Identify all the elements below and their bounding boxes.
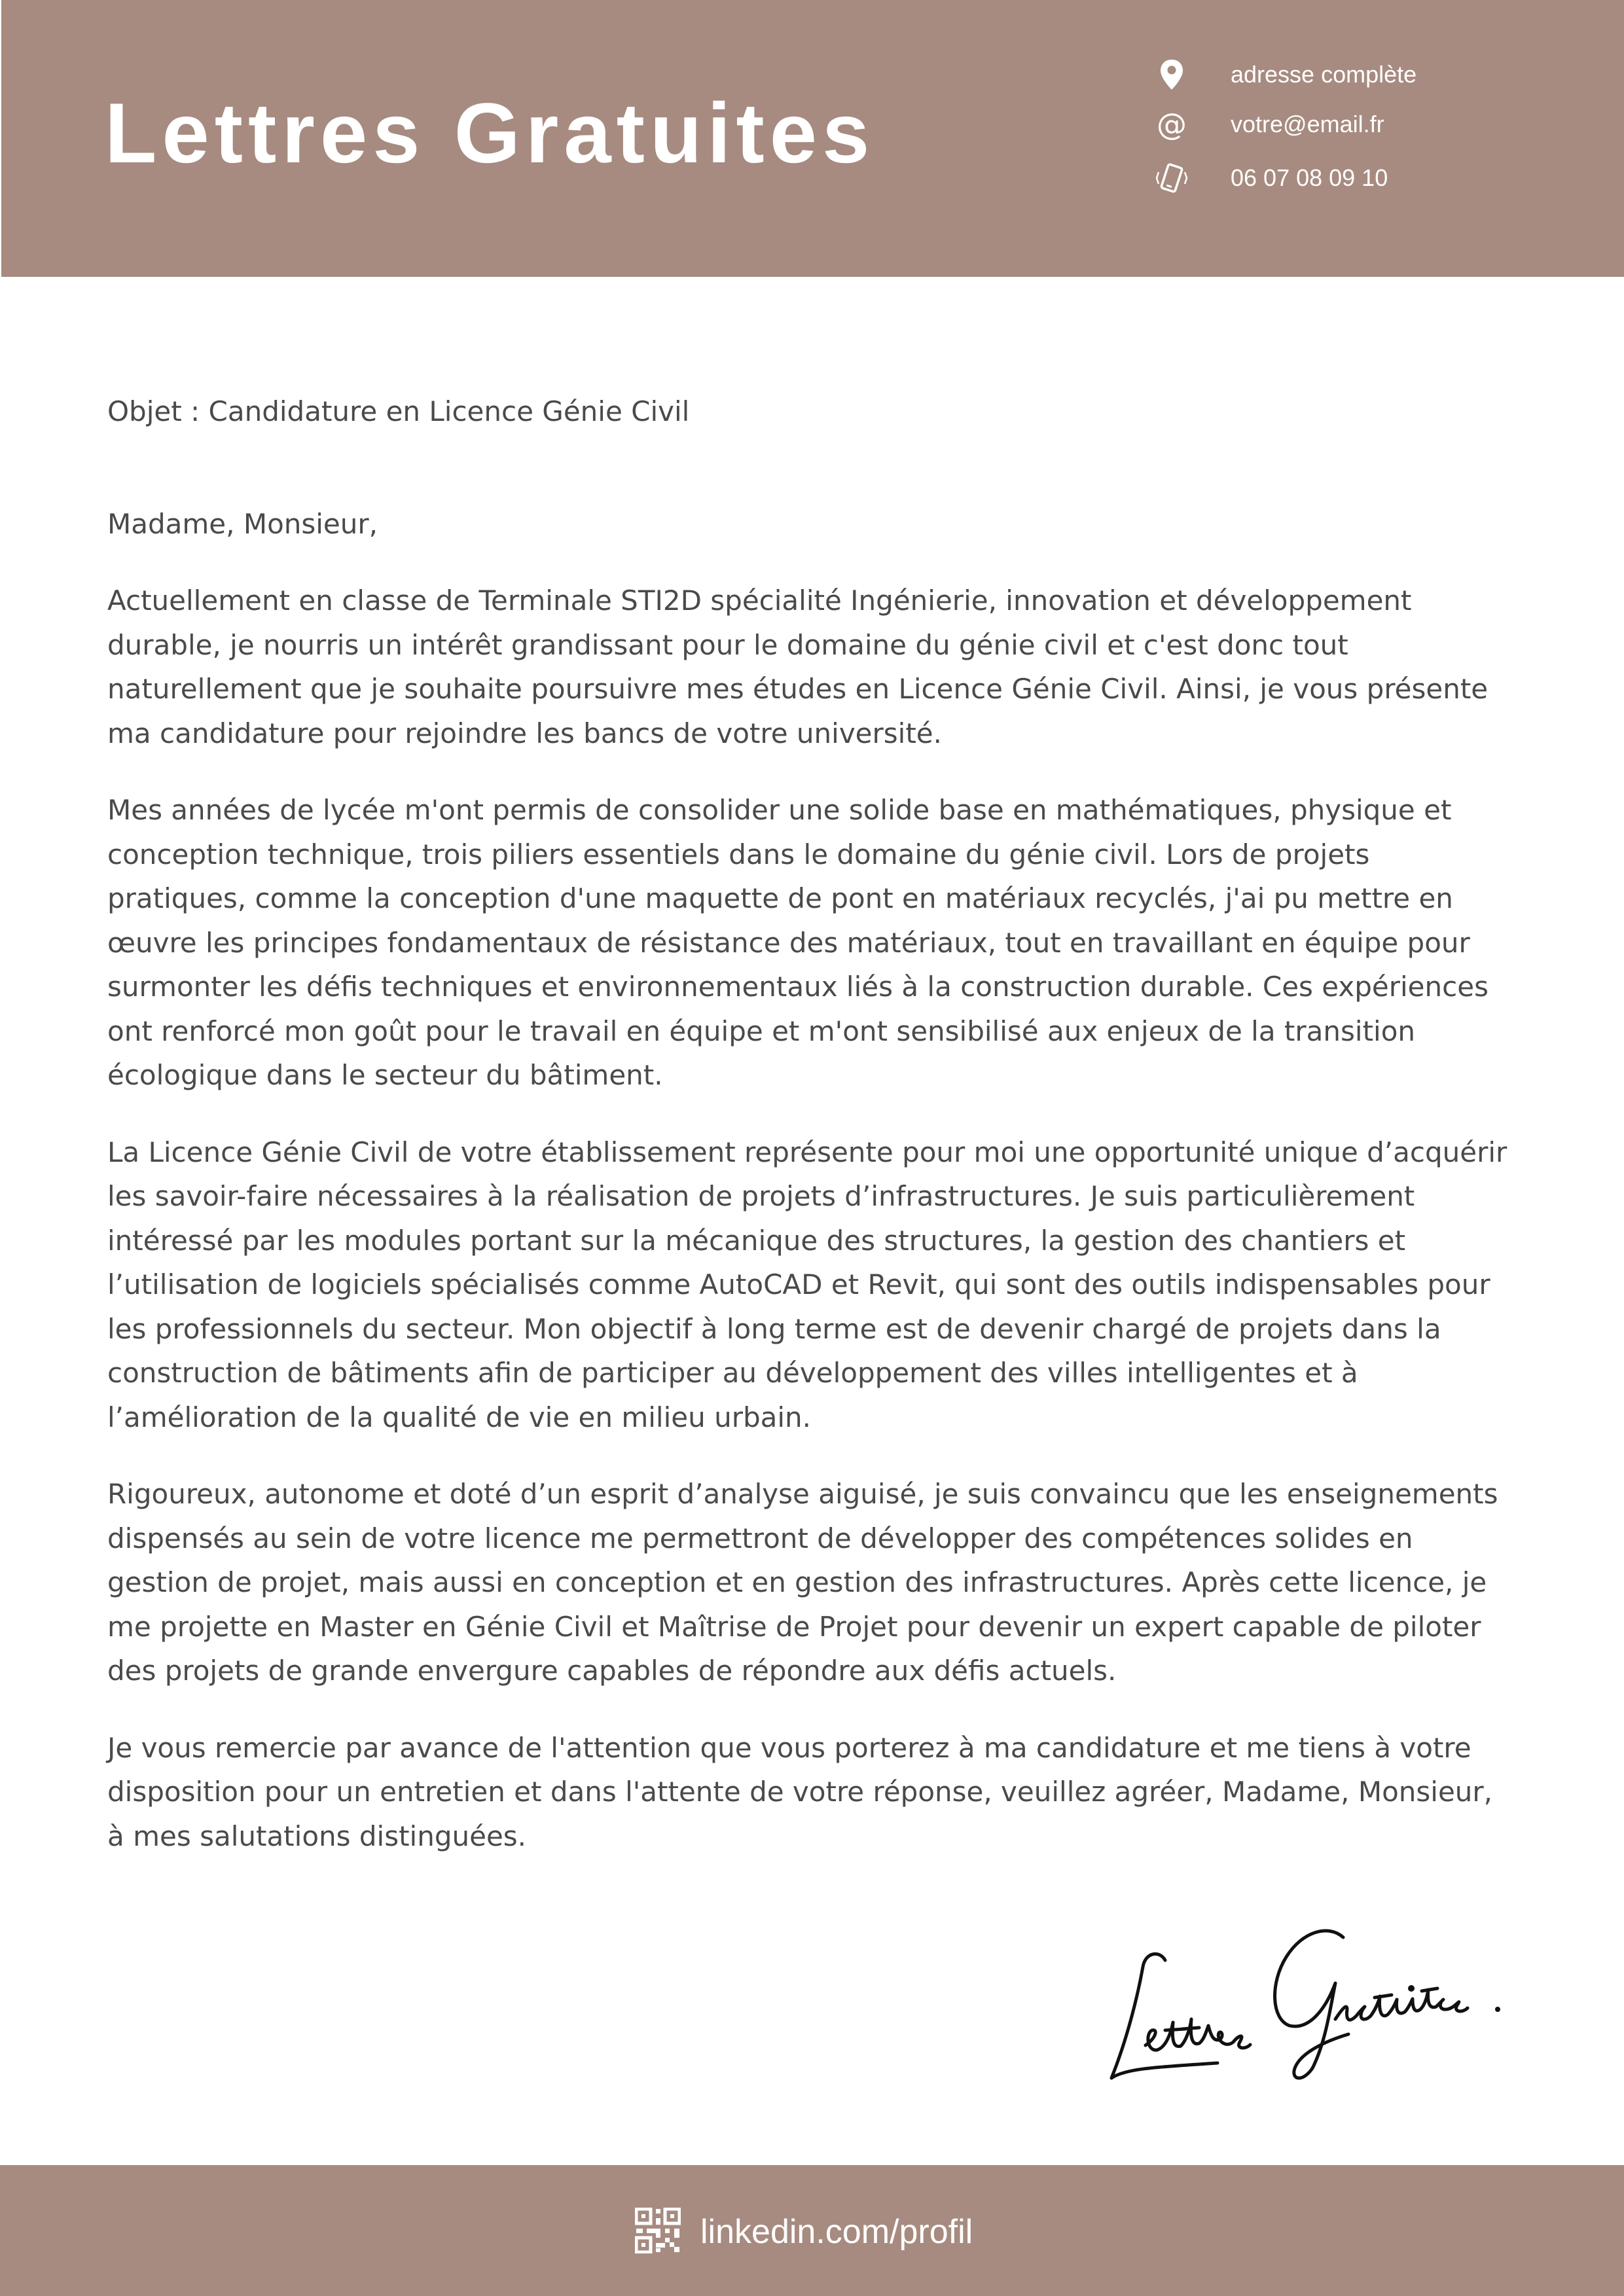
phone-text: 06 07 08 09 10 bbox=[1231, 164, 1388, 191]
page-footer bbox=[0, 2165, 1624, 2296]
handwritten-signature bbox=[1100, 1911, 1519, 2094]
letter-paragraph-1: Actuellement en classe de Terminale STI2D spécialité Ingénierie, innovation et développement durable, je nourris un intérêt grandissant pour le domaine du génie civil et c'est donc tout naturellement que je souhaite poursuivre mes études en Licence Génie Civil. Ainsi, je vous présente ma candidature pour rejoindre les bancs de votre université. bbox=[107, 584, 1489, 749]
qr-code-icon bbox=[635, 2208, 681, 2256]
linkedin-contact bbox=[635, 2207, 973, 2257]
page-header bbox=[1, 0, 1624, 277]
location-pin-icon bbox=[1152, 55, 1191, 94]
letter-paragraph-5: Je vous remercie par avance de l'attention que vous porterez à ma candidature et me tiens à votre disposition pour un entretien et dans l'attente de votre réponse, veuillez agréer, Madame, Monsieur, à mes salutations distinguées. bbox=[107, 1731, 1493, 1852]
letter-paragraph-3: La Licence Génie Civil de votre établissement représente pour moi une opportunité unique d’acquérir les savoir-faire nécessaires à la réalisation de projets d’infrastructures. Je suis particulièrement intéressé par les modules portant sur la mécanique des structures, la gestion des chantiers et l’utilisation de logiciels spécialisés comme AutoCAD et Revit, qui sont des outils indispensables pour les professionnels du secteur. Mon objectif à long terme est de devenir chargé de projets dans la construction de bâtiments afin de participer au développement des villes intelligentes et à l’amélioration de la qualité de vie en milieu urbain. bbox=[107, 1136, 1507, 1433]
contact-address bbox=[1152, 55, 1417, 94]
contact-phone bbox=[1152, 158, 1388, 198]
letter-body bbox=[107, 389, 1515, 1891]
letter-paragraph-2: Mes années de lycée m'ont permis de consolider une solide base en mathématiques, physique et conception technique, trois piliers essentiels dans le domaine du génie civil. Lors de projets pratiques, comme la conception d'une maquette de pont en matériaux recyclés, j'ai pu mettre en œuvre les principes fondamentaux de résistance des matériaux, tout en travaillant en équipe pour surmonter les défis techniques et environnementaux liés à la construction durable. Ces expériences ont renforcé mon goût pour le travail en équipe et m'ont sensibilisé aux enjeux de la transition écologique dans le secteur du bâtiment. bbox=[107, 794, 1489, 1091]
contact-email bbox=[1152, 105, 1384, 144]
linkedin-link[interactable]: linkedin.com/profil bbox=[700, 2213, 973, 2251]
at-sign-icon: @ bbox=[1157, 107, 1187, 142]
sender-name: Lettres Gratuites bbox=[105, 85, 875, 181]
address-text: adresse complète bbox=[1231, 61, 1417, 88]
letter-subject: Objet : Candidature en Licence Génie Civil bbox=[107, 395, 690, 427]
email-link[interactable]: votre@email.fr bbox=[1231, 111, 1384, 137]
letter-paragraph-4: Rigoureux, autonome et doté d’un esprit d’analyse aiguisé, je suis convaincu que les enseignements dispensés au sein de votre licence me permettront de développer des compétences solides en gestion de projet, mais aussi en conception et en gestion des infrastructures. Après cette licence, je me projette en Master en Génie Civil et Maîtrise de Projet pour devenir un expert capable de piloter des projets de grande envergure capables de répondre aux défis actuels. bbox=[107, 1478, 1498, 1687]
phone-icon bbox=[1152, 158, 1191, 198]
letter-salutation: Madame, Monsieur, bbox=[107, 507, 378, 540]
